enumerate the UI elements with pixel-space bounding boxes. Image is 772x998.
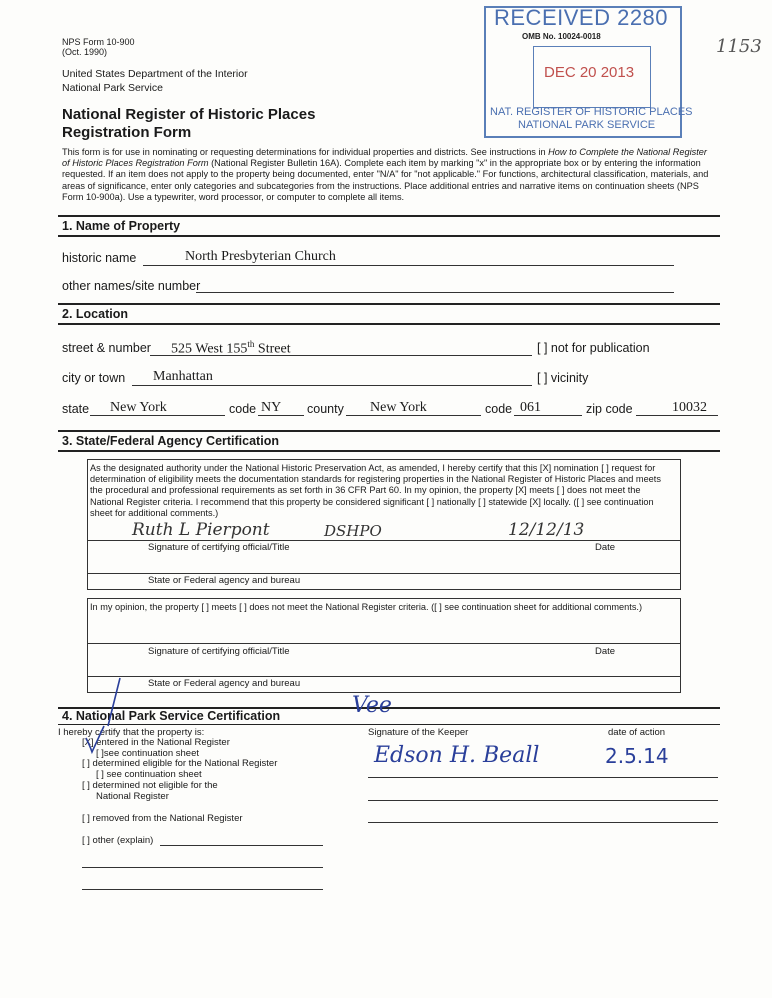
date-label: Date (595, 542, 616, 553)
keeper-signature: Edson H. Beall (374, 743, 540, 768)
received-stamp (484, 5, 693, 138)
eligible-checkbox[interactable]: [ ] determined eligible for the National Register (82, 758, 278, 769)
omb-number: OMB No. 10024-0018 (522, 32, 601, 41)
date-of-action-label: date of action (608, 727, 666, 738)
action-date: 2.5.14 (605, 744, 669, 768)
city-label: city or town (62, 371, 126, 385)
section-4-heading: 4. National Park Service Certification (62, 709, 281, 723)
agency-bureau-label: State or Federal agency and bureau (148, 575, 301, 586)
form-number: NPS Form 10-900 (62, 37, 135, 47)
nps-intro: I hereby certify that the property is: (58, 727, 205, 738)
signature-label: Signature of certifying official/Title (148, 542, 290, 553)
historic-name-field[interactable]: North Presbyterian Church (185, 249, 336, 264)
entered-checkbox[interactable]: [X] entered in the National Register (82, 737, 230, 748)
instructions-paragraph: This form is for use in nominating or requesting determinations for individual properties and districts. See instructions in How to Complete the National Register of Historic Places Registration Form (National Register Bulletin 16A). Complete each item by marking "x" in the appropriate box or by entering the information requested. If an item does not apply to the property being documented, enter "N/A" for "not applicable." For functions, architectural classification, materials, and areas of significance, enter only categories and subcategories from the instructions. Place additional entries and narrative items on continuation sheets (NPS Form 10-900a). Use a typewriter, word processor, or computer to complete all items. (62, 147, 709, 202)
other-names-label: other names/site number (62, 279, 201, 293)
certification-text: As the designated authority under the National Historic Preservation Act, as amended, I hereby certify that this [X] nomination [ ] request for determination of eligibility meets the documentation standards for registering properties in the National Register of Historic Places and meets the procedural and professional requirements as set forth in 36 CFR Part 60. In my opinion, the property [X] meets [ ] does not meet the National Register criteria. I recommend that this property be considered significant [ ] nationally [ ] statewide [X] locally. ([ ] see continuation sheet for additional comments.) (90, 463, 661, 518)
not-eligible-label: National Register (96, 791, 169, 802)
state-certification-box (87, 459, 681, 590)
margin-note: 1153 (716, 36, 762, 57)
continuation-checkbox-2[interactable]: [ ] see continuation sheet (96, 769, 202, 780)
not-for-publication-checkbox[interactable]: [ ] not for publication (537, 341, 650, 355)
vicinity-checkbox[interactable]: [ ] vicinity (537, 371, 589, 385)
form-title (62, 106, 315, 142)
stamp-received: RECEIVED 2280 (494, 5, 669, 30)
section-3-heading: 3. State/Federal Agency Certification (62, 434, 279, 448)
agency: National Park Service (62, 82, 163, 94)
agency-bureau-label-2: State or Federal agency and bureau (148, 678, 301, 689)
street-field[interactable]: 525 West 155th Street (171, 339, 291, 357)
checkmark-stroke-icon (80, 676, 130, 756)
section-1-heading: 1. Name of Property (62, 219, 181, 233)
keeper-initials: Vee (352, 693, 392, 718)
certifying-title: DSHPO (324, 522, 382, 540)
other-checkbox[interactable]: [ ] other (explain) (82, 835, 154, 846)
county-label: county (307, 402, 344, 416)
certifying-date: 12/12/13 (508, 520, 585, 540)
historic-name-label: historic name (62, 251, 137, 265)
section-2-heading: 2. Location (62, 307, 128, 321)
title-line-2: Registration Form (62, 124, 192, 141)
date-label-2: Date (595, 646, 616, 657)
form-date: (Oct. 1990) (62, 47, 108, 57)
signature-label-2: Signature of certifying official/Title (148, 646, 290, 657)
not-eligible-checkbox[interactable]: [ ] determined not eligible for the (82, 780, 218, 791)
zip-field[interactable]: 10032 (672, 400, 707, 415)
county-code-field[interactable]: 061 (520, 400, 541, 415)
certifying-signature: Ruth L Pierpont (132, 520, 270, 540)
state-code-field[interactable]: NY (261, 400, 282, 415)
state-field[interactable]: New York (110, 400, 167, 415)
county-field[interactable]: New York (370, 400, 427, 415)
state-label: state (62, 402, 90, 416)
city-field[interactable]: Manhattan (153, 369, 213, 384)
street-label: street & number (62, 341, 151, 355)
continuation-checkbox-1[interactable]: [ ]see continuation sheet (96, 748, 199, 759)
stamp-date: DEC 20 2013 (544, 64, 635, 81)
department: United States Department of the Interior (62, 68, 248, 80)
opinion-box (87, 598, 681, 693)
stamp-line-1: NAT. REGISTER OF HISTORIC PLACES (490, 106, 693, 118)
county-code-label: code (485, 402, 513, 416)
keeper-signature-label: Signature of the Keeper (368, 727, 469, 738)
opinion-text: In my opinion, the property [ ] meets [ ] does not meet the National Register criteria. ([ ] see continuation sheet for additional comments.) (90, 602, 643, 612)
zip-label: zip code (586, 402, 633, 416)
state-code-label: code (229, 402, 257, 416)
title-line-1: National Register of Historic Places (62, 106, 316, 123)
stamp-line-2: NATIONAL PARK SERVICE (518, 119, 656, 131)
removed-checkbox[interactable]: [ ] removed from the National Register (82, 813, 243, 824)
